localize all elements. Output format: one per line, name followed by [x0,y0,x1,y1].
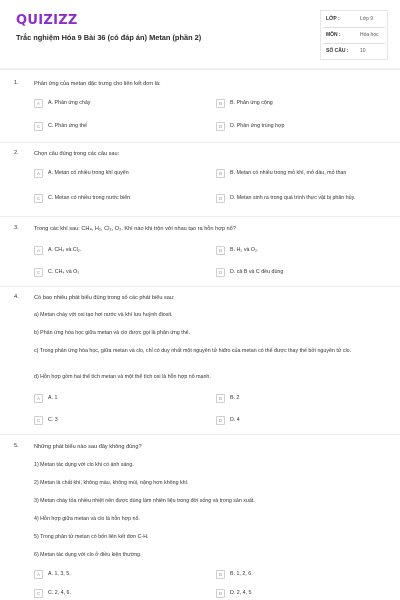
question-text: Những phát biểu nào sau đây không đúng? [34,444,142,450]
option-b[interactable] [216,167,388,180]
statement: 6) Metan tác dụng với clo ở điều kiện thường. [34,552,142,558]
meta-value: Lớp 9 [360,16,374,22]
meta-row-count [323,44,385,60]
option-letter: B [216,570,225,579]
statement: 1) Metan tác dụng với clo khi có ánh sáng. [34,462,134,468]
option-a[interactable] [34,97,204,110]
option-text: A. CH₄ và Cl₂. [48,247,82,254]
option-letter: A [34,169,43,178]
question-number: 1. [14,80,19,86]
option-text: B. 1, 2, 6. [230,571,253,578]
option-b[interactable] [216,97,388,110]
option-letter: C [34,416,43,425]
option-c[interactable] [34,414,204,427]
option-text: C. Metan có nhiều trong nước biển [48,195,131,202]
question-divider [0,434,400,435]
statement: 5) Trong phân tử metan có bốn liên kết đơn C-H. [34,534,149,540]
option-text: A. 1, 3, 5. [48,571,71,578]
question-number: 2. [14,150,19,156]
option-c[interactable] [34,192,204,205]
option-text: A. Phản ứng cháy [48,100,91,107]
question-text: Có bao nhiêu phát biểu đúng trong số các phát biểu sau: [34,295,175,301]
option-letter: D [216,268,225,277]
meta-row-grade [323,12,385,28]
option-letter: D [216,122,225,131]
statement: 4) Hỗn hợp giữa metan và clo là hỗn hợp nổ. [34,516,140,522]
option-letter: D [216,194,225,203]
question-number: 5. [14,443,19,449]
option-a[interactable] [34,167,204,180]
question-number: 3. [14,225,19,231]
worksheet-title: Trắc nghiệm Hóa 9 Bài 36 (có đáp án) Metan (phần 2) [16,33,202,42]
option-letter: D [216,416,225,425]
header-divider [0,68,400,70]
meta-value: 10 [360,48,366,54]
option-text: B. Phản ứng cộng [230,100,273,107]
option-letter: C [34,268,43,277]
option-b[interactable] [216,244,388,257]
option-text: D. 2, 4, 5 [230,590,252,597]
option-letter: B [216,394,225,403]
option-d[interactable] [216,414,388,427]
statement: c) Trong phản ứng hóa học, giữa metan và clo, chỉ có duy nhất một nguyên tử hiđro của metan có thể được thay thế bởi nguyên tử clo. [34,348,352,354]
option-text: A. 1 [48,395,58,402]
option-letter: C [34,194,43,203]
option-letter: C [34,589,43,598]
option-letter: A [34,394,43,403]
option-b[interactable] [216,392,388,405]
option-a[interactable] [34,392,204,405]
meta-label: MÔN : [326,32,341,38]
question-divider [0,216,400,217]
question-number: 4. [14,294,19,300]
question-text: Phản ứng của metan đặc trưng cho liên kết đơn là: [34,81,161,87]
option-d[interactable] [216,587,388,600]
option-b[interactable] [216,568,388,581]
meta-label: LỚP : [326,16,340,22]
option-c[interactable] [34,266,204,279]
question-text: Trong các khí sau: CH₄, H₂, Cl₂, O₂. Khí nào khi trộn với nhau tạo ra hỗn hợp nổ? [34,226,236,232]
option-d[interactable] [216,120,388,133]
option-letter: D [216,589,225,598]
option-d[interactable] [216,266,388,279]
statement: 2) Metan là chất khí, không màu, không mùi, nặng hơn không khí. [34,480,189,486]
question-text: Chọn câu đúng trong các câu sau: [34,151,120,157]
question-divider [0,286,400,287]
option-text: B. 2 [230,395,240,402]
option-text: D. Phản ứng trùng hợp [230,123,285,130]
statement: d) Hỗn hợp gồm hai thể tích metan và một thể tích oxi là hỗn hợp nổ mạnh. [34,374,211,380]
meta-value: Hóa học [360,32,379,38]
option-text: C. Phản ứng thế [48,123,87,130]
option-text: B. Metan có nhiều trong mỏ khí, mỏ dầu, mỏ than [230,170,347,177]
option-text: D. Metan sinh ra trong quá trình thực vật bị phân hủy. [230,195,356,202]
option-letter: A [34,570,43,579]
option-text: C. CH₄ và O₂ [48,269,80,276]
statement: a) Metan cháy với oxi tạo hơi nước và khí lưu huỳnh đioxit. [34,312,173,318]
option-a[interactable] [34,568,204,581]
option-letter: A [34,99,43,108]
option-text: C. 2, 4, 6. [48,590,71,597]
option-text: D. 4 [230,417,240,424]
option-text: D. cả B và C đều đúng [230,269,284,276]
meta-row-subject [323,28,385,44]
option-text: B. H₂ và O₂. [230,247,259,254]
option-c[interactable] [34,587,204,600]
quizizz-logo: QUIZIZZ [16,13,78,28]
option-c[interactable] [34,120,204,133]
option-text: A. Metan có nhiều trong khí quyển [48,170,129,177]
statement: 3) Metan cháy tỏa nhiều nhiệt nên được dùng làm nhiên liệu trong đời sống và trong sản xuất. [34,498,255,504]
option-letter: B [216,169,225,178]
option-letter: B [216,99,225,108]
option-letter: C [34,122,43,131]
worksheet-header [0,0,400,68]
meta-label: SỐ CÂU : [326,48,349,54]
option-letter: B [216,246,225,255]
statement: b) Phản ứng hóa học giữa metan và clo được gọi là phản ứng thế. [34,330,191,336]
option-d[interactable] [216,190,388,207]
option-a[interactable] [34,244,204,257]
option-letter: A [34,246,43,255]
question-divider [0,142,400,143]
option-text: C. 3 [48,417,58,424]
